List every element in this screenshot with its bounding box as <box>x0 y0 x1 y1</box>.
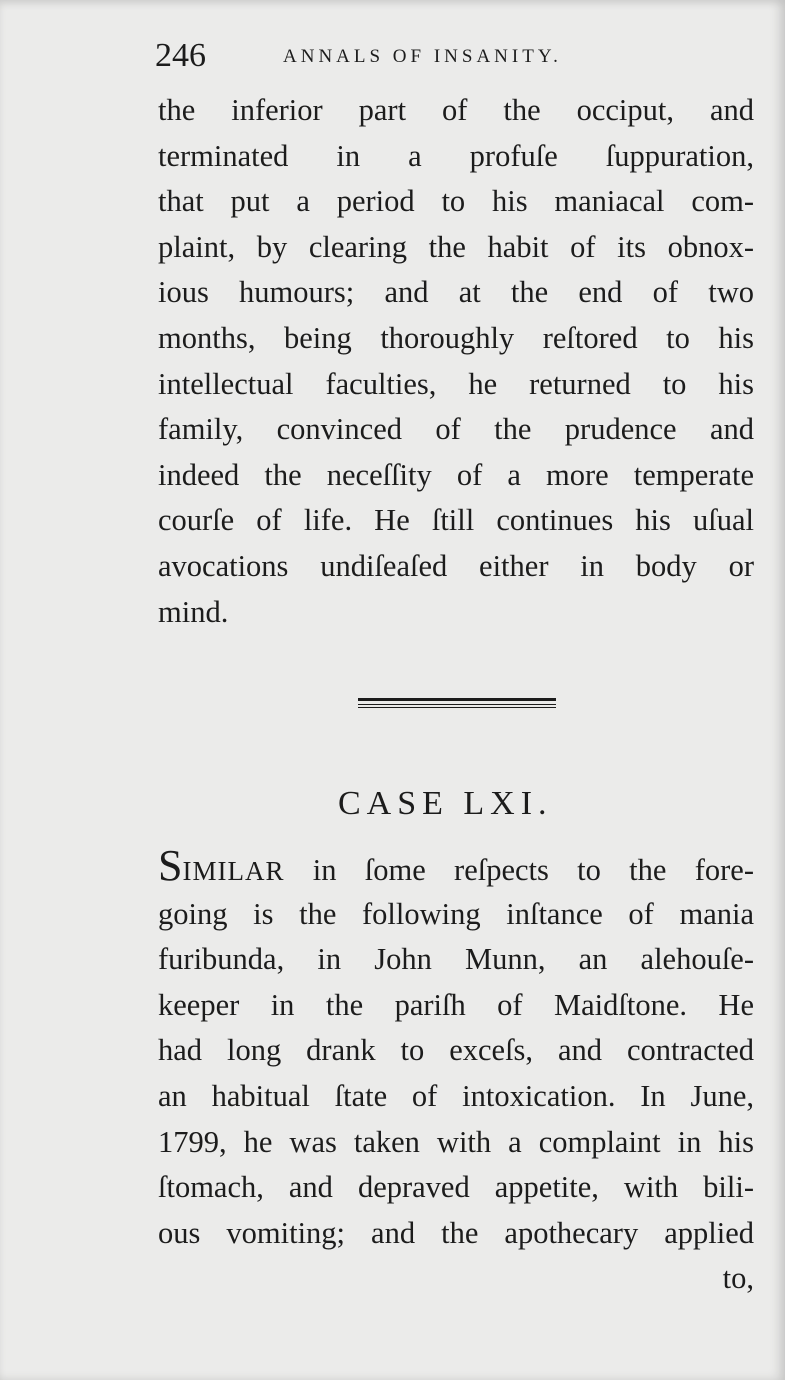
text-line: keeper in the pariſh of Maidſtone. He <box>158 987 754 1022</box>
text-line: 1799, he was taken with a complaint in his <box>158 1124 754 1159</box>
running-head <box>155 32 755 82</box>
text-line: that put a period to his maniacal com- <box>158 184 754 219</box>
case-paragraph <box>158 841 754 1302</box>
drop-cap: S <box>158 841 183 890</box>
first-text-line <box>158 841 754 892</box>
opening-word: IMILAR <box>182 856 285 886</box>
page-number: 246 <box>155 37 206 74</box>
text-line: indeed the neceſſity of a more temperate <box>158 457 754 492</box>
text-line: plaint, by clearing the habit of its obnox- <box>158 229 754 264</box>
running-title: ANNALS OF INSANITY. <box>283 46 562 67</box>
paragraph-continued <box>158 88 754 635</box>
text-line: family, convinced of the prudence and <box>158 412 754 447</box>
page-edge <box>785 0 800 1380</box>
text-line: had long drank to exceſs, and contracted <box>158 1033 754 1068</box>
text-line: avocations undiſeaſed either in body or <box>158 548 754 583</box>
section-divider-rule <box>358 698 556 710</box>
text-line: courſe of life. He ſtill continues his uſual <box>158 503 754 538</box>
text-line: going is the following inſtance of mania <box>158 896 754 931</box>
text-line: ſtomach, and depraved appetite, with bili- <box>158 1170 754 1205</box>
text-line: terminated in a profuſe ſuppuration, <box>158 138 754 173</box>
text-line: mind. <box>158 594 229 629</box>
text-line: the inferior part of the occiput, and <box>158 93 754 127</box>
first-line-text: in ſome reſpects to the fore- <box>284 853 754 887</box>
text-line: furibunda, in John Munn, an alehouſe- <box>158 942 754 977</box>
text-line: intellectual faculties, he returned to his <box>158 366 754 401</box>
text-line: ous vomiting; and the apothecary applied <box>158 1215 754 1250</box>
catchword: to, <box>722 1261 754 1296</box>
text-line: ious humours; and at the end of two <box>158 275 754 310</box>
text-line: months, being thoroughly reſtored to his <box>158 320 754 355</box>
text-line: an habitual ſtate of intoxication. In June, <box>158 1078 754 1113</box>
case-heading: CASE LXI. <box>338 785 553 822</box>
